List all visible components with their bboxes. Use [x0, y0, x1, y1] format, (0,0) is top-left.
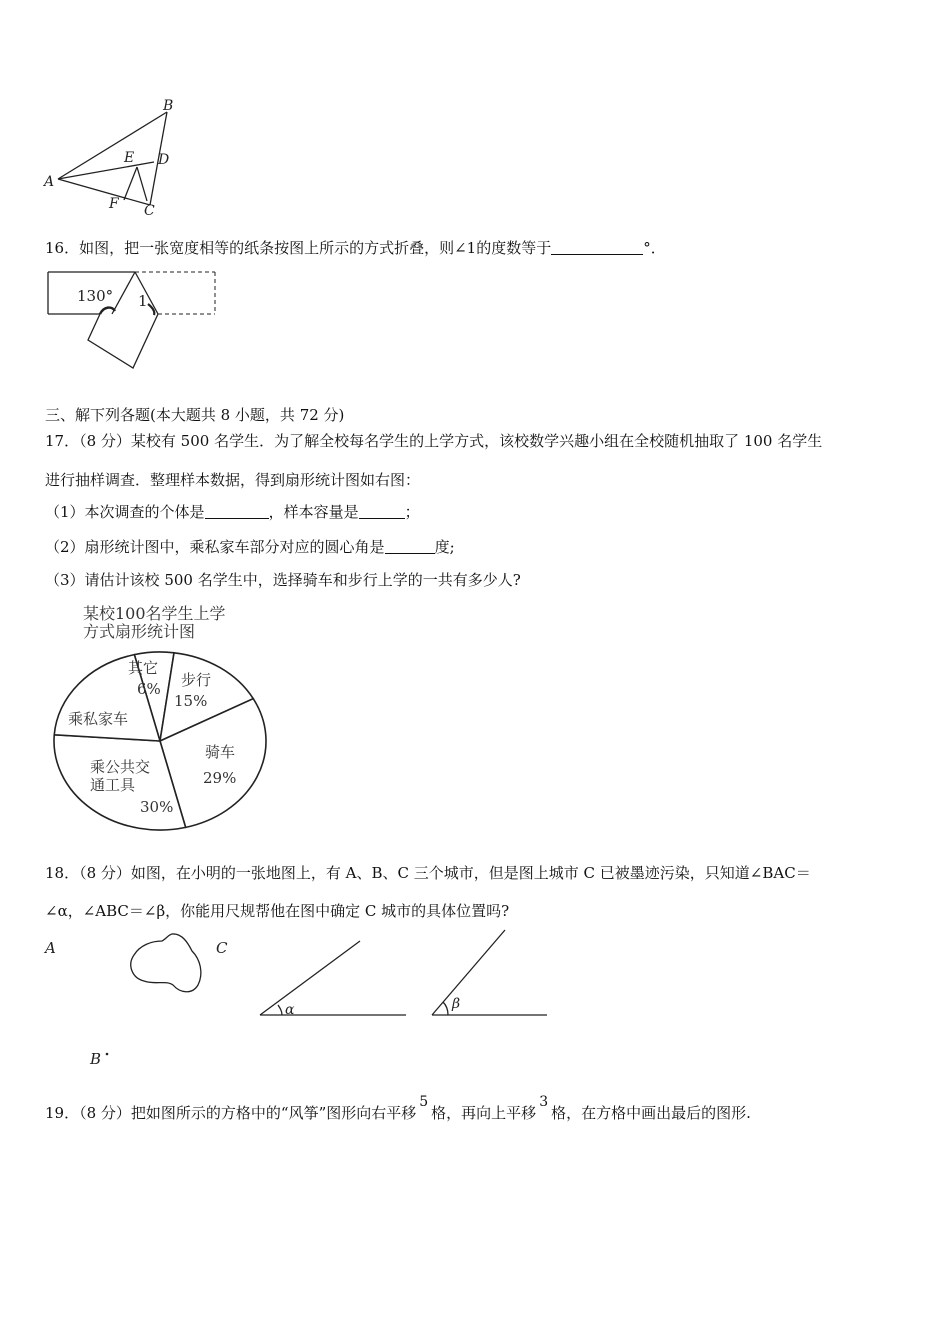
slice-label-bus-1: 乘公共交 — [90, 758, 151, 776]
fig16-angle-1: 1 — [138, 292, 148, 310]
sub-2-text-a: 扇形统计图中，乘私家车部分对应的圆心角是 — [84, 538, 385, 556]
slice-label-bus-2: 通工具 — [90, 776, 136, 794]
sub-1-text-a: 本次调查的个体是 — [84, 503, 205, 521]
question-17-line-1 — [45, 430, 822, 451]
question-17-number: 17． — [45, 432, 80, 450]
question-19 — [45, 1094, 751, 1123]
slice-label-walk: 步行 — [181, 671, 212, 689]
question-16-number: 16． — [45, 239, 80, 257]
question-18-line-2: ∠α，∠ABC＝∠β，你能用尺规帮他在图中确定 C 城市的具体位置吗? — [45, 902, 510, 920]
section-3-heading: 三、解下列各题(本大题共 8 小题，共 72 分) — [45, 406, 345, 424]
sub-3-number: （3） — [45, 571, 85, 589]
slice-percent-bus: 30% — [140, 798, 174, 816]
question-16-text: 如图，把一张宽度相等的纸条按图上所示的方式折叠，则∠1的度数等于 — [79, 239, 552, 257]
question-19-text-b: 格，再向上平移 — [431, 1104, 537, 1122]
angle-beta-label: β — [452, 996, 461, 1012]
slice-label-bike: 骑车 — [205, 743, 236, 761]
sub-1-text-b: ，样本容量是 — [268, 503, 359, 521]
question-16 — [45, 237, 666, 258]
answer-blank-17-1a[interactable] — [205, 504, 269, 519]
city-c-label: C — [216, 939, 228, 957]
answer-blank-17-2[interactable] — [385, 539, 435, 554]
question-19-text-c: 格，在方格中画出最后的图形. — [551, 1104, 751, 1122]
label-c: C — [144, 203, 155, 219]
slice-percent-other: 6% — [137, 680, 161, 698]
sub-1-number: （1） — [45, 503, 85, 521]
question-17-line-2: 进行抽样调查．整理样本数据，得到扇形统计图如右图： — [45, 471, 421, 489]
question-17-sub-1 — [45, 501, 420, 522]
question-17-score: （8 分） — [79, 432, 131, 450]
chart-title-line-2: 方式扇形统计图 — [83, 622, 196, 641]
chart-title-line-1: 某校100名学生上学 — [83, 604, 226, 623]
question-18-number: 18． — [45, 864, 80, 882]
question-18-score: （8 分） — [79, 864, 131, 882]
city-b-label: B — [90, 1050, 102, 1068]
slice-percent-walk: 15% — [174, 692, 208, 710]
ink-blot — [131, 934, 201, 992]
figure-q16-paper-strip — [45, 268, 225, 378]
sub-3-text: 请估计该校 500 名学生中，选择骑车和步行上学的一共有多少人? — [84, 571, 521, 589]
question-17-sub-2 — [45, 536, 455, 557]
answer-blank-17-1b[interactable] — [359, 504, 405, 519]
city-b-dot — [106, 1053, 109, 1056]
question-19-score: （8 分） — [79, 1104, 131, 1122]
angle-alpha-label: α — [285, 1002, 295, 1018]
slice-label-other: 其它 — [128, 659, 159, 677]
slice-label-car: 乘私家车 — [68, 710, 129, 728]
question-16-suffix: °． — [643, 239, 666, 257]
question-19-num-5: 5 — [419, 1094, 429, 1110]
label-d: D — [158, 152, 170, 168]
pie-chart — [50, 600, 280, 835]
sub-2-number: （2） — [45, 538, 85, 556]
question-19-text-a: 把如图所示的方格中的“风筝”图形向右平移 — [130, 1104, 417, 1122]
label-f: F — [109, 196, 119, 212]
figure-q18-map — [40, 925, 560, 1075]
label-e: E — [124, 150, 135, 166]
question-19-number: 19． — [45, 1104, 80, 1122]
question-18-text-1: 如图，在小明的一张地图上，有 A、B、C 三个城市，但是图上城市 C 已被墨迹污染，只知道∠BAC＝ — [130, 864, 811, 882]
question-17-text-1: 某校有 500 名学生．为了解全校每名学生的上学方式，该校数学兴趣小组在全校随机抽取了 100 名学生 — [130, 432, 823, 450]
question-18-line-1 — [45, 862, 811, 883]
label-b: B — [163, 98, 174, 114]
question-17-sub-3 — [45, 569, 521, 590]
fig16-angle-130: 130° — [77, 287, 114, 305]
question-19-num-3: 3 — [539, 1094, 549, 1110]
figure-q15-triangle — [40, 95, 190, 220]
sub-2-text-b: 度; — [434, 538, 455, 556]
answer-blank-16[interactable] — [551, 240, 643, 255]
sub-1-text-c: ； — [404, 503, 420, 521]
city-a-label: A — [45, 939, 56, 957]
label-a: A — [44, 174, 55, 190]
slice-percent-bike: 29% — [203, 769, 237, 787]
